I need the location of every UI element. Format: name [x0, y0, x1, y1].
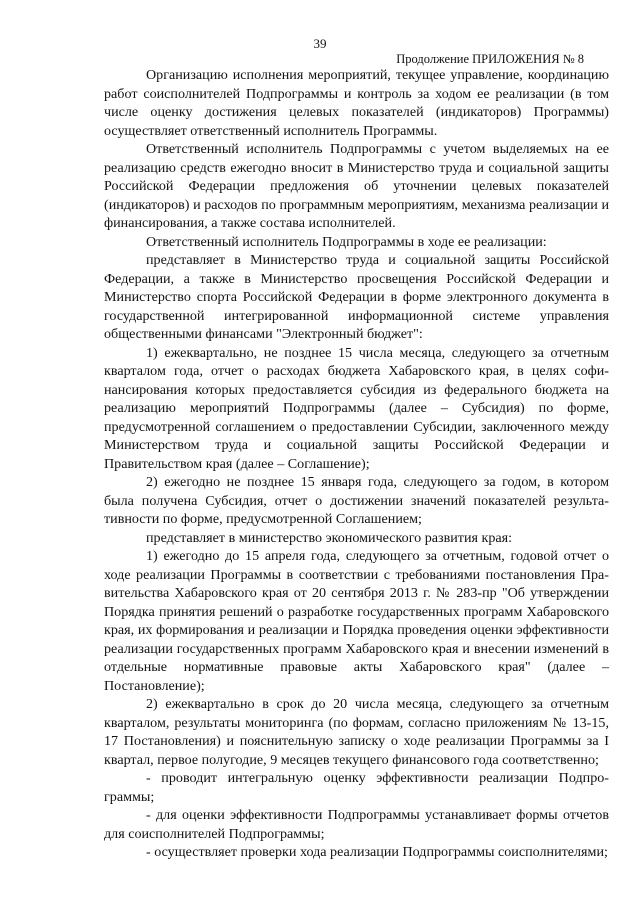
paragraph-annual-program-report: 1) ежегодно до 15 апреля года, следующего за отчетным, годовой отчет о ходе реализации Программы в соответствии с требованиями постановления Правительства Хабаровского края от 20 сентября 2013 г. № 283-пр "Об утверждении Порядка принятия решений о разработке государственных программ Хабаровского края, их формирования и реализации и Порядка проведения оценки эффективности реализации государственных программ Хабаровского края и внесении изменений в отдельные нормативные правовые акты Хабаровского края" (далее – Постановление);	[104, 548, 609, 694]
list-item-inspections: - осуществляет проверки хода реализации Подпрограммы соисполнителями;	[146, 844, 608, 860]
document-body	[104, 66, 609, 862]
paragraph-quarterly-expense-report: 1) ежеквартально, не позднее 15 числа месяца, следующего за отчетным кварталом года, отчет о расходах бюджета Хабаровского края, в целях софинансирования которых предоставляется субсидия из федерального бюджета на реализацию мероприятий Подпрограммы (далее – Субсидия) по форме, предусмотренной соглашением о предоставлении Субсидии, заключенного между Министерством труда и социальной защиты Российской Федерации и Правительством края (далее – Соглашение);	[104, 344, 609, 472]
paragraph-proposals: Ответственный исполнитель Подпрограммы с учетом выделяемых на ее реализацию средств ежегодно вносит в Министерство труда и социальной защиты Российской Федерации предложения об уточнении целевых показателей (индикаторов) и расходов по программным мероприятиям, механизма реализации и финансирования, а также состава исполнителей.	[104, 141, 609, 231]
paragraph-organization: Организацию исполнения мероприятий, текущее управление, координацию работ соисполнителей Подпрограммы и контроль за ходом ее реализации (в том числе оценку достижения целевых показателей (индикаторов) Программы) осуществляет ответственный исполнитель Программы.	[104, 67, 609, 139]
paragraph-reports-ministry: представляет в Министерство труда и социальной защиты Российской Федерации, а также в Министерство просвещения Российской Федерации и Министерство спорта Российской Федерации в форме электронного документа в государственной интегрированной информационной системе управления общественными финансами "Электронный бюджет":	[104, 252, 609, 342]
page-number: 39	[313, 36, 327, 51]
paragraph-quarterly-monitoring: 2) ежеквартально в срок до 20 числа месяца, следующего за отчетным кварталом, результаты мониторинга (по формам, согласно приложениям № 13-15, 17 Постановления) и пояснительную записку о ходе реализации Программы за I квартал, первое полугодие, 9 месяцев текущего финансового года соответственно;	[104, 696, 609, 768]
paragraph-annual-results-report: 2) ежегодно не позднее 15 января года, следующего за годом, в котором была получена Субсидия, отчет о достижении значений показателей результативности по форме, предусмотренной Соглашением;	[104, 474, 609, 527]
paragraph-reports-economic-ministry: представляет в министерство экономического развития края:	[146, 529, 513, 546]
paragraph-duties-intro: Ответственный исполнитель Подпрограммы в ходе ее реализации:	[146, 233, 547, 250]
list-item-report-forms: - для оценки эффективности Подпрограммы устанавливает формы отчетов для соисполнителей Подпрограммы;	[104, 807, 609, 842]
appendix-continuation-label: Продолжение ПРИЛОЖЕНИЯ № 8	[396, 52, 584, 66]
list-item-integral-assessment: - проводит интегральную оценку эффективности реализации Подпрограммы;	[104, 770, 609, 805]
